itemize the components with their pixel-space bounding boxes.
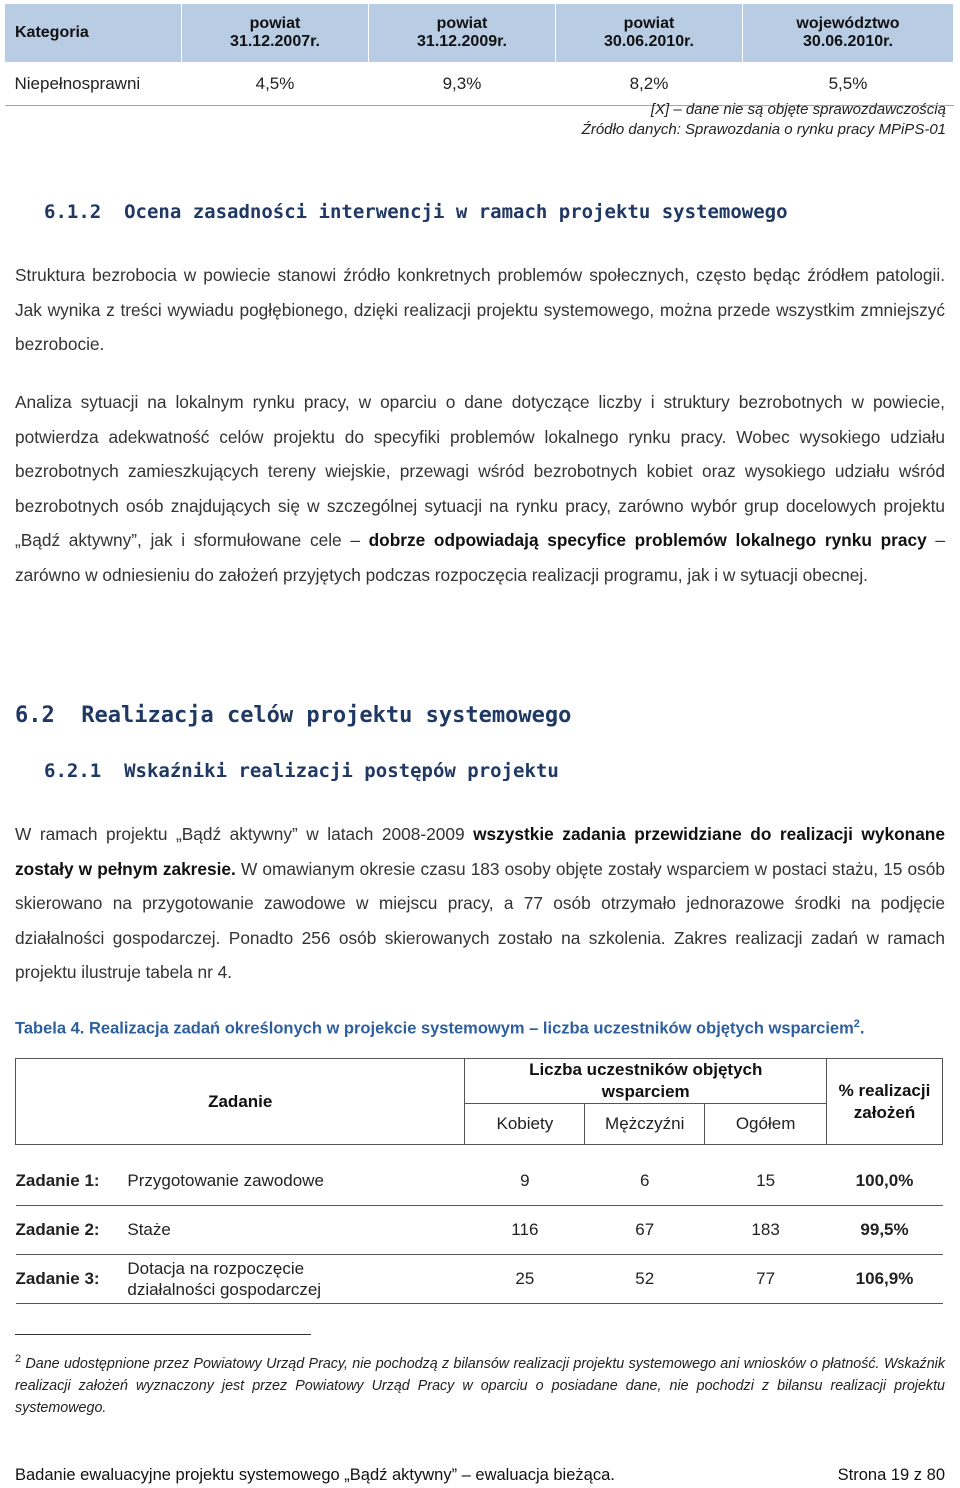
table-row [16, 1255, 943, 1304]
paragraph-bold: wszystkie zadania przewidziane do realizacji wykonane zostały w pełnym zakresie. [15, 824, 945, 879]
cell-kobiety: 25 [465, 1255, 585, 1304]
table-row [5, 63, 954, 106]
cell-mezczyzni: 6 [585, 1157, 705, 1206]
paragraph-analysis [15, 385, 945, 592]
section-number: 6.2 [15, 703, 55, 728]
category-table [4, 3, 954, 106]
header-wojewodztwo-2010: województwo 30.06.2010r. [742, 4, 953, 63]
section-number: 6.2.1 [44, 760, 102, 782]
cell-procent: 106,9% [827, 1255, 943, 1304]
cell-procent: 99,5% [827, 1206, 943, 1255]
cell-mezczyzni: 67 [585, 1206, 705, 1255]
header-zadanie: Zadanie [16, 1059, 465, 1145]
row-label: Niepełnosprawni [5, 63, 182, 106]
footnote-text: Dane udostępnione przez Powiatowy Urząd Pracy, nie pochodzą z bilansów realizacji projektu systemowego ani wniosków o płatność. Wskaźnik realizacji założeń wyznaczony jest przez Powiatowy Urząd Pracy w oparciu o posiadane dane, nie pochodzi z bilansu realizacji projektu systemowego. [15, 1355, 945, 1416]
header-mezczyzni: Mężczyźni [585, 1104, 705, 1145]
header-ogolem: Ogółem [705, 1104, 827, 1145]
task-id [16, 1206, 128, 1255]
header-liczba-uczestnikow: Liczba uczestników objętych wsparciem [465, 1059, 827, 1104]
task-id-label: Zadanie 3: [15, 1269, 100, 1288]
table-row [16, 1206, 943, 1255]
table-row [16, 1157, 943, 1206]
header-powiat-2007: powiat 31.12.2007r. [182, 4, 369, 63]
cell-value: 5,5% [742, 63, 953, 106]
paragraph-implementation [15, 817, 945, 990]
table-caption [15, 1014, 940, 1039]
task-id [16, 1157, 128, 1206]
caption-text: Tabela 4. Realizacja zadań określonych w projekcie systemowym – liczba uczestników objętych wsparciem [15, 1019, 854, 1038]
footer-title: Badanie ewaluacyjne projektu systemowego „Bądź aktywny” – ewaluacja bieżąca. [15, 1466, 615, 1484]
section-heading-6-2-1 [44, 760, 559, 782]
paragraph-text: Analiza sytuacji na lokalnym rynku pracy, w oparciu o dane dotyczące liczby i struktury bezrobotnych w powiecie, potwierdza adekwatność celów projektu do specyfiki problemów lokalnego rynku pracy. Wobec wysokiego udziału bezrobotnych zamieszkujących tereny wiejskie, przewagi wśród bezrobotnych kobiet oraz wysokiego udziału wśród bezrobotnych osób znajdujących się w szczególnej sytuacji na rynku pracy, zarówno wybór grup docelowych projektu „Bądź aktywny”, jak i sformułowane cele – [15, 392, 945, 550]
page-number: Strona 19 z 80 [837, 1466, 945, 1484]
header-kategoria: Kategoria [5, 4, 182, 63]
header-powiat-2009: powiat 31.12.2009r. [368, 4, 555, 63]
caption-end: . [859, 1019, 865, 1038]
paragraph-structure: Struktura bezrobocia w powiecie stanowi źródło konkretnych problemów społecznych, często będąc źródłem patologii. Jak wynika z treści wywiadu pogłębionego, dzięki realizacji projektu systemowego, można przede wszystkim zmniejszyć bezrobocie. [15, 265, 945, 354]
task-name: Przygotowanie zawodowe [127, 1157, 465, 1206]
cell-ogolem: 15 [705, 1157, 827, 1206]
footnote-mark: 2 [15, 1353, 22, 1365]
section-heading-6-1-2 [44, 201, 788, 223]
footnote-ref: 2 [853, 1018, 860, 1030]
cell-mezczyzni: 52 [585, 1255, 705, 1304]
task-id-label: Zadanie 1: [15, 1171, 100, 1190]
tasks-table [15, 1058, 943, 1304]
section-title: Wskaźniki realizacji postępów projektu [124, 760, 559, 782]
task-id [16, 1255, 128, 1304]
paragraph-text: W ramach projektu „Bądź aktywny” w latach 2008-2009 [15, 824, 465, 844]
cell-value: 4,5% [182, 63, 369, 106]
header-procent-realizacji: % realizacji założeń [827, 1059, 943, 1145]
task-name: Dotacja na rozpoczęcie działalności gospodarczej [127, 1255, 465, 1304]
section-number: 6.1.2 [44, 201, 102, 223]
footnote-separator [15, 1334, 311, 1335]
cell-kobiety: 9 [465, 1157, 585, 1206]
tasks-table-header [16, 1059, 943, 1104]
page-footer [15, 1466, 945, 1485]
cell-ogolem: 183 [705, 1206, 827, 1255]
cell-value: 9,3% [368, 63, 555, 106]
task-id-label: Zadanie 2: [15, 1220, 100, 1239]
header-powiat-2010: powiat 30.06.2010r. [555, 4, 742, 63]
section-title: Ocena zasadności interwencji w ramach projektu systemowego [124, 201, 788, 223]
footnote [15, 1348, 945, 1419]
cell-ogolem: 77 [705, 1255, 827, 1304]
paragraph-text: – zarówno w odniesieniu do założeń przyjętych podczas rozpoczęcia realizacji programu, jak i w sytuacji obecnej. [15, 530, 945, 585]
section-title: Realizacja celów projektu systemowego [81, 703, 572, 728]
table-source: Źródło danych: Sprawozdania o rynku pracy MPiPS-01 [581, 121, 946, 138]
category-table-header [5, 4, 954, 63]
paragraph-text: W omawianym okresie czasu 183 osoby objęte zostały wsparciem w postaci stażu, 15 osób skierowano na przygotowanie zawodowe w miejscu pracy, a 77 osób otrzymało jednorazowe środki na podjęcie działalności gospodarczej. Ponadto 256 osób skierowanych zostało na szkolenia. Zakres realizacji zadań w ramach projektu ilustruje tabela nr 4. [15, 858, 945, 982]
table-note: [X] – dane nie są objęte sprawozdawczością [650, 101, 946, 118]
task-name: Staże [127, 1206, 465, 1255]
cell-value: 8,2% [555, 63, 742, 106]
section-heading-6-2 [15, 703, 571, 728]
cell-procent: 100,0% [827, 1157, 943, 1206]
paragraph-bold: dobrze odpowiadają specyfice problemów lokalnego rynku pracy [368, 530, 927, 550]
header-kobiety: Kobiety [465, 1104, 585, 1145]
cell-kobiety: 116 [465, 1206, 585, 1255]
